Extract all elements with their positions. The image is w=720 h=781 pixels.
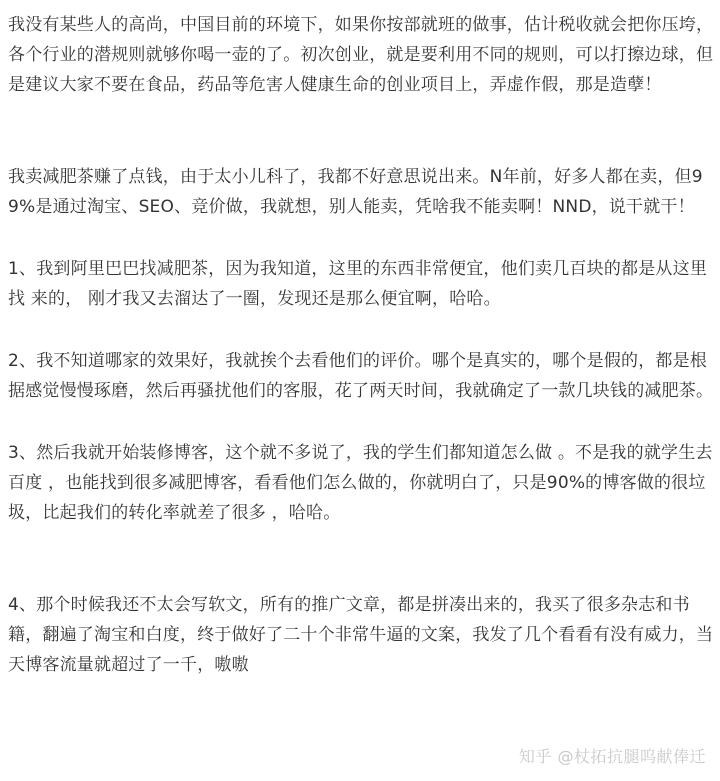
paragraph-step-1: 1、我到阿里巴巴找减肥茶，因为我知道，这里的东西非常便宜，他们卖几百块的都是从这里找 来的， 刚才我又去溜达了一圈，发现还是那么便宜啊，哈哈。 — [8, 259, 708, 309]
paragraph-step-3: 3、然后我就开始装修博客，这个就不多说了，我的学生们都知道怎么做 。不是我的就学生去百度 ，也能找到很多减肥博客，看看他们怎么做的，你就明白了，只是90%的博客做的很垃圾，比起我们的转化率就差了很多 ，哈哈。 — [8, 443, 713, 523]
article-body — [8, 0, 714, 680]
paragraph-step-4: 4、那个时候我还不太会写软文，所有的推广文章，都是拼凑出来的，我买了很多杂志和书籍，翻遍了淘宝和白度，终于做好了二十个非常牛逼的文案，我发了几个看看有没有威力，当天博客流量就超过了一千，嗷嗷 — [8, 595, 714, 675]
paragraph-intro: 我没有某些人的高尚，中国目前的环境下，如果你按部就班的做事，估计税收就会把你压垮，各个行业的潜规则就够你喝一壶的了。初次创业，就是要利用不同的规则，可以打擦边球，但是建议大家不要在食品，药品等危害人健康生命的创业项目上，弄虚作假，那是造孽！ — [8, 15, 714, 95]
zhihu-watermark: 知乎 @杖拓抗腿呜献俸迁 — [518, 747, 706, 766]
paragraph-story: 我卖减肥茶赚了点钱，由于太小儿科了，我都不好意思说出来。N年前，好多人都在卖，但99%是通过淘宝、SEO、竞价做，我就想，别人能卖，凭啥我不能卖啊！NND，说干就干！ — [8, 167, 703, 217]
paragraph-step-2: 2、我不知道哪家的效果好，我就挨个去看他们的评价。哪个是真实的，哪个是假的，都是根据感觉慢慢琢磨，然后再骚扰他们的客服，花了两天时间，我就确定了一款几块钱的减肥茶。 — [8, 351, 714, 401]
